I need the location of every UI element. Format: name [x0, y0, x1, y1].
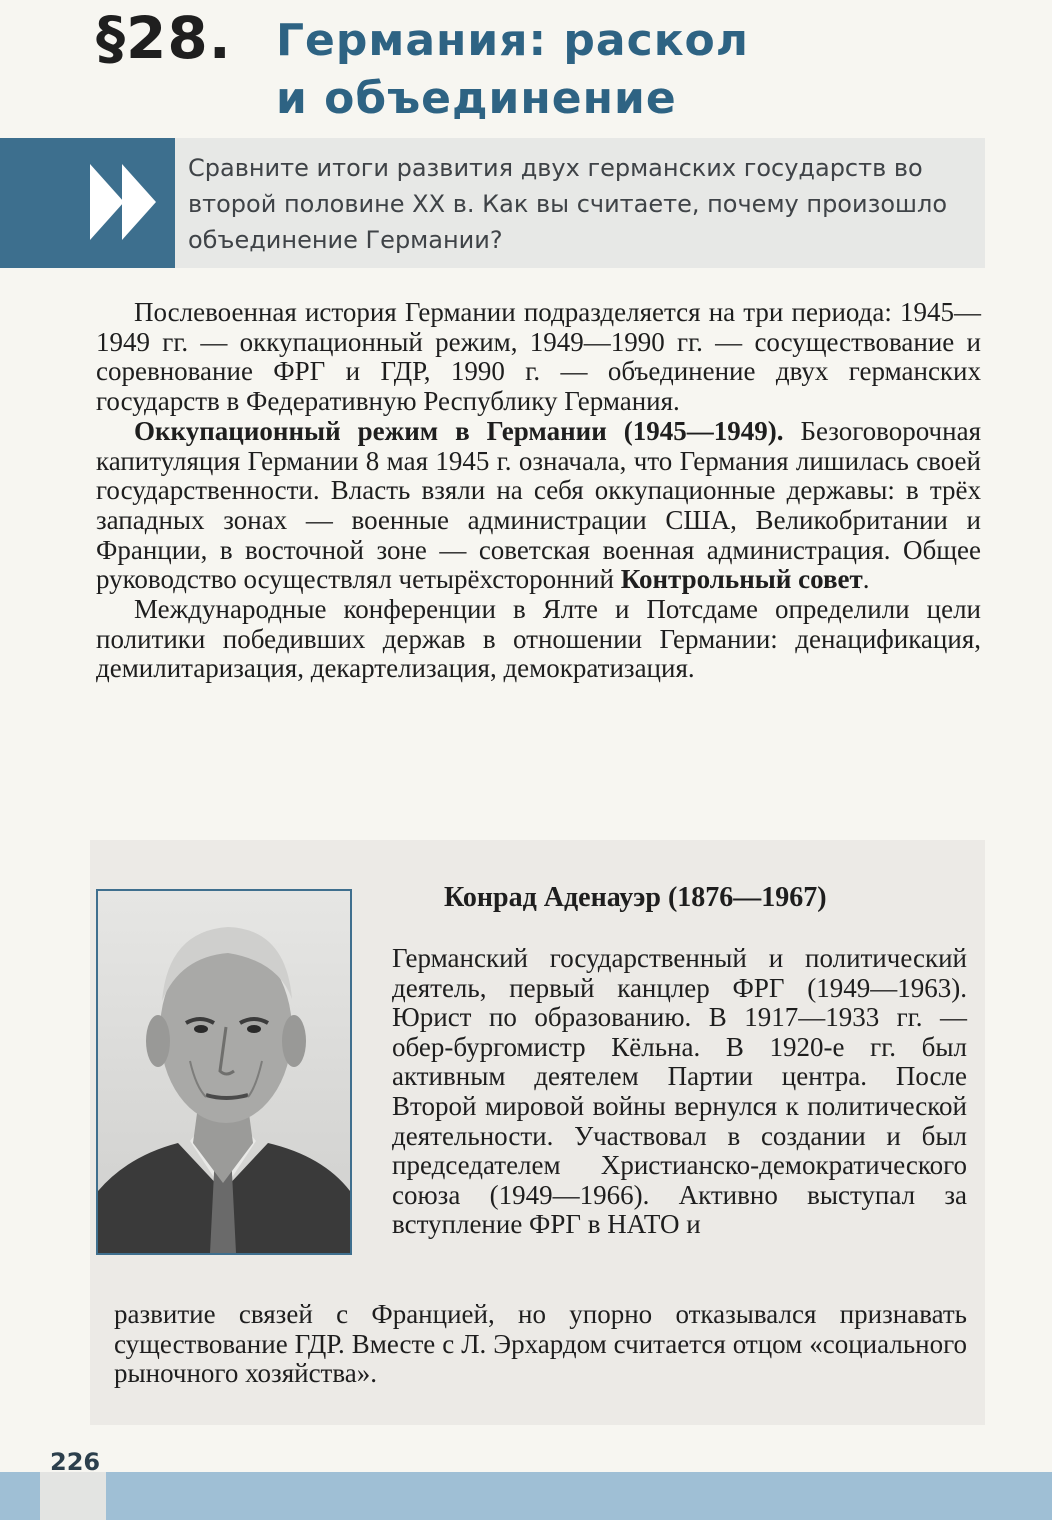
paragraph-number: §28.: [96, 4, 232, 72]
footer-left-block: [40, 1472, 106, 1520]
footer-band: [0, 1472, 1052, 1520]
main-text: [96, 298, 981, 684]
portrait-illustration: [98, 891, 350, 1253]
page-title-line-2: и объединение: [276, 73, 677, 124]
occupation-text-end: .: [862, 564, 870, 595]
paragraph-conferences: Международные конференции в Ялте и Потсдаме определили цели политики победивших держав в отношении Германии: денацификация, демилитаризация, декартелизация, демократизация.: [96, 594, 981, 684]
term-control-council: Контрольный совет: [620, 564, 863, 595]
biography-text-continued: развитие связей с Францией, но упорно отказывался признавать существование ГДР. Вместе с Л. Эрхардом считается отцом «социального рыночного хозяйства».: [114, 1299, 967, 1389]
question-text: Сравните итоги развития двух германских государств во второй половине XX в. Как вы считаете, почему произошло объединение Германии?: [188, 154, 948, 254]
occupation-text: Безоговорочная капитуляция Германии 8 мая 1945 г. означала, что Германия лишилась своей государственности. Власть взяли на себя оккупационные державы: в трёх западных зонах — военные администрации США, Великобритании и Франции, в восточной зоне — советская военная администрация. Общее руководство осуществлял четырёхсторонний: [96, 415, 981, 595]
portrait-photo: [96, 889, 352, 1255]
double-arrow-icon: [90, 164, 160, 240]
section-heading-occupation: Оккупационный режим в Германии (1945—1949).: [134, 415, 784, 446]
biography-text: Германский государственный и политический деятель, первый канцлер ФРГ (1949—1963). Юрист по образованию. В 1917—1933 гг. — обер-бургомистр Кёльна. В 1920-е гг. был активным деятелем Партии центра. После Второй мировой войны вернулся к политической деятельности. Участвовал в создании и был председателем Христианско-демократического союза (1949—1966). Активно выступал за вступление ФРГ в НАТО и: [392, 943, 967, 1240]
page-title-line-1: Германия: раскол: [276, 15, 750, 66]
page-number: 226: [50, 1448, 101, 1476]
biography-title: Конрад Аденауэр (1876—1967): [444, 882, 827, 913]
paragraph-periods: Послевоенная история Германии подразделяется на три периода: 1945—1949 гг. — оккупационный режим, 1949—1990 гг. — сосуществование и соревнование ФРГ и ГДР, 1990 г. — объединение двух германских государств в Федеративную Республику Германия.: [96, 297, 981, 417]
paragraph-occupation: [96, 417, 981, 595]
page-title: [276, 12, 749, 128]
question-banner-tab: [0, 138, 175, 268]
